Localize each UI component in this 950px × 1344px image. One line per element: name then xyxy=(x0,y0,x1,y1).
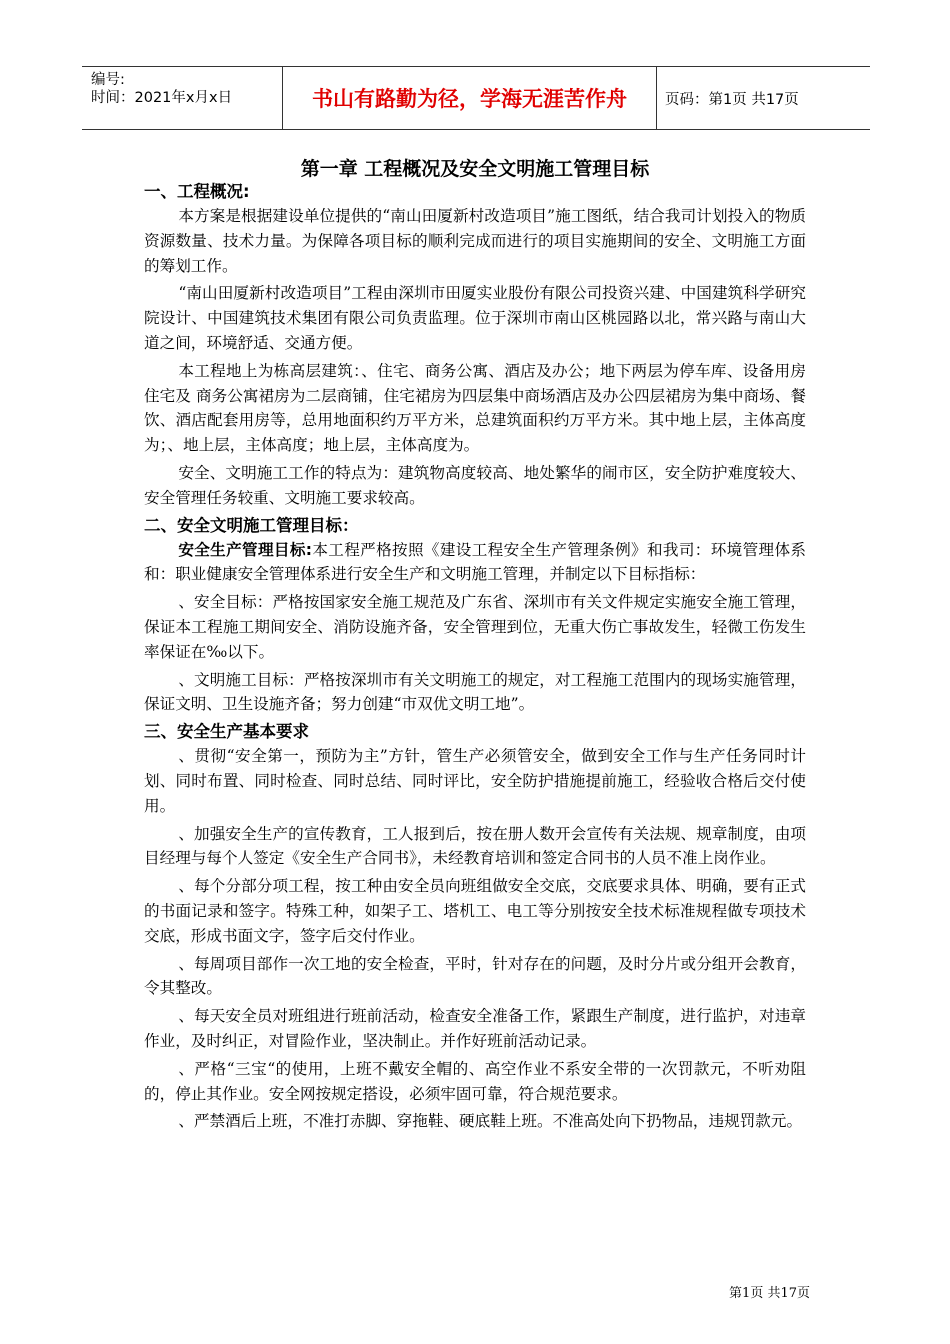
section-heading: 三、安全生产基本要求 xyxy=(144,722,309,742)
paragraph xyxy=(144,538,806,588)
header-motto: 书山有路勤为径，学海无涯苦作舟 xyxy=(312,87,627,111)
paragraph: 、每周项目部作一次工地的安全检查，平时，针对存在的问题，及时分片或分组开会教育，令其整改。 xyxy=(144,954,806,998)
paragraph: 、文明施工目标：严格按深圳市有关文明施工的规定，对工程施工范围内的现场实施管理，保证文明、卫生设施齐备；努力创建“市双优文明工地”。 xyxy=(144,670,806,714)
document-body xyxy=(144,180,806,1137)
paragraph: 、严格“三宝“的使用，上班不戴安全帽的、高空作业不系安全带的一次罚款元，不听劝阻的，停止其作业。安全网按规定搭设，必须牢固可靠，符合规范要求。 xyxy=(144,1059,806,1103)
paragraph: 、每个分部分项工程，按工种由安全员向班组做安全交底，交底要求具体、明确，要有正式的书面记录和签字。特殊工种，如架子工、塔机工、电工等分别按安全技术标准规程做专项技术交底，形成书面文字，签字后交付作业。 xyxy=(144,877,806,945)
paragraph: 、加强安全生产的宣传教育，工人报到后，按在册人数开会宣传有关法规、规章制度，由项目经理与每个人签定《安全生产合同书》，未经教育培训和签定合同书的人员不准上岗作业。 xyxy=(144,824,806,868)
paragraph: 、安全目标：严格按国家安全施工规范及广东省、深圳市有关文件规定实施安全施工管理，保证本工程施工期间安全、消防设施齐备，安全管理到位，无重大伤亡事故发生，轻微工伤发生率保证在‰以下。 xyxy=(144,593,806,661)
paragraph: 安全、文明施工工作的特点为：建筑物高度较高、地处繁华的闹市区，安全防护难度较大、安全管理任务较重、文明施工要求较高。 xyxy=(144,463,806,507)
paragraph-text: 本工程严格按照《建设工程安全生产管理条例》和我司：环境管理体系和：职业健康安全管理体系进行安全生产和文明施工管理，并制定以下目标指标： xyxy=(144,540,806,584)
paragraph: “南山田厦新村改造项目”工程由深圳市田厦实业股份有限公司投资兴建、中国建筑科学研究院设计、中国建筑技术集团有限公司负责监理。位于深圳市南山区桃园路以北，常兴路与南山大道之间，环境舒适、交通方便。 xyxy=(144,284,806,352)
document-header xyxy=(82,66,870,130)
section-heading: 二、安全文明施工管理目标： xyxy=(144,515,359,535)
section-heading: 一、工程概况: xyxy=(144,182,250,201)
paragraph: 、贯彻“安全第一，预防为主”方针，管生产必须管安全，做到安全工作与生产任务同时计划、同时布置、同时检查、同时总结、同时评比，安全防护措施提前施工，经验收合格后交付使用。 xyxy=(144,747,806,815)
header-page-number: 页码：第1页 共17页 xyxy=(665,91,799,108)
paragraph: 本工程地上为栋高层建筑：、住宅、商务公寓、酒店及办公；地下两层为停车库、设备用房 住宅及 商务公寓裙房为二层商铺，住宅裙房为四层集中商场酒店及办公四层裙房为集中商场、餐饮、酒店配套用房等，总用地面积约万平方米，总建筑面积约万平方米。其中地上层，主体高度为；、地上层，主体高度；地上层，主体高度为。 xyxy=(144,361,806,455)
paragraph: 、严禁酒后上班，不准打赤脚、穿拖鞋、硬底鞋上班。不准高处向下扔物品，违规罚款元。 xyxy=(178,1112,803,1131)
bold-lead: 安全生产管理目标: xyxy=(178,540,313,559)
header-meta xyxy=(82,67,282,129)
page-footer: 第1页 共17页 xyxy=(729,1286,810,1301)
paragraph: 本方案是根据建设单位提供的“南山田厦新村改造项目”施工图纸，结合我司计划投入的物质资源数量、技术力量。为保障各项目标的顺利完成而进行的项目实施期间的安全、文明施工方面的筹划工作。 xyxy=(144,207,806,275)
number-label: 编号: xyxy=(91,72,125,88)
chapter-title: 第一章 工程概况及安全文明施工管理目标 xyxy=(300,158,650,180)
paragraph: 、每天安全员对班组进行班前活动，检查安全准备工作，紧跟生产制度，进行监护，对违章作业，及时纠正，对冒险作业，坚决制止。并作好班前活动记录。 xyxy=(144,1007,806,1050)
time-label: 时间：2021年x月x日 xyxy=(91,90,233,106)
